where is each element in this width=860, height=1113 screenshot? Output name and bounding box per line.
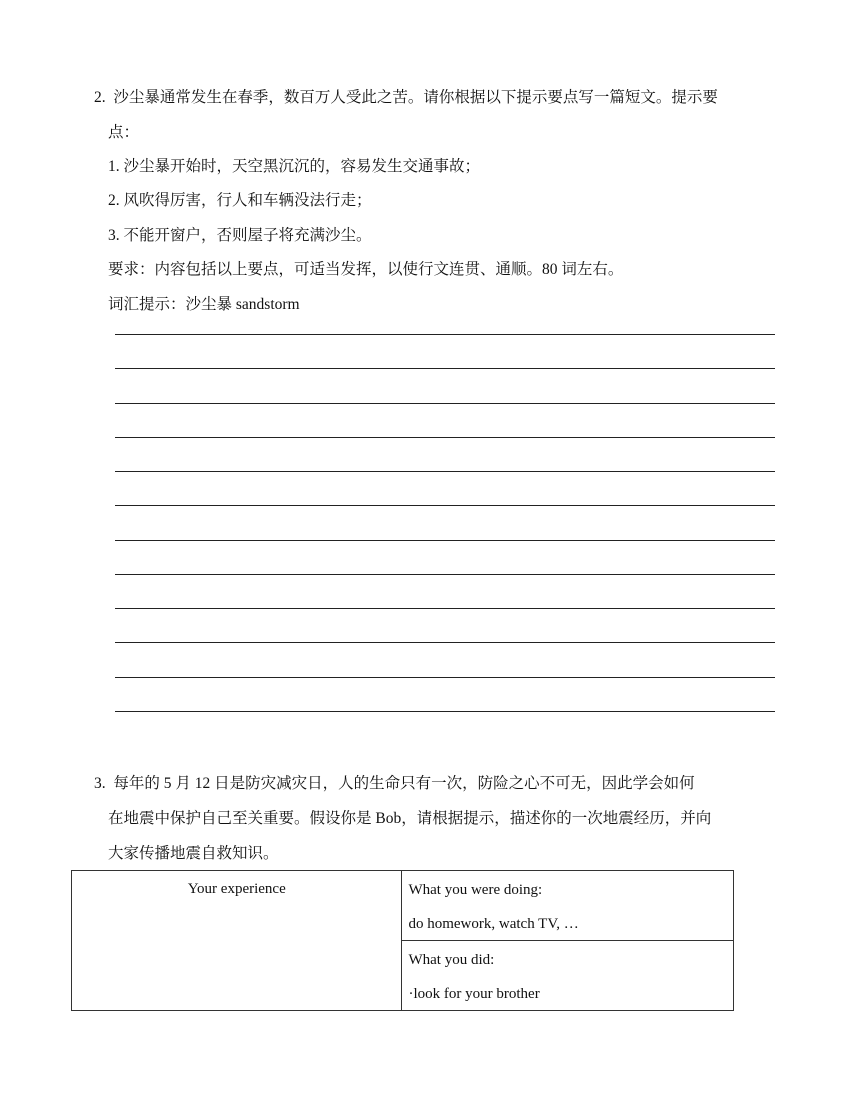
- answer-line[interactable]: [115, 367, 775, 401]
- q3-number: 3.: [94, 775, 106, 792]
- what-you-did-value: ·look for your brother: [408, 986, 540, 1002]
- answer-line[interactable]: [115, 470, 775, 504]
- q2-point-3: 3. 不能开窗户，否则屋子将充满沙尘。: [108, 227, 372, 244]
- what-you-were-doing-cell: [402, 871, 734, 941]
- q3-prompt-text: 每年的 5 月 12 日是防灾减灾日，人的生命只有一次，防险之心不可无，因此学会如何: [113, 775, 695, 792]
- q2-prompt-line-1: [94, 88, 718, 108]
- answer-line[interactable]: [115, 641, 775, 675]
- what-you-were-doing-label: What you were doing:: [408, 882, 543, 898]
- q3-prompt-line-2: 在地震中保护自己至关重要。假设你是 Bob，请根据提示，描述你的一次地震经历，并向: [108, 810, 712, 827]
- answer-line[interactable]: [115, 573, 775, 607]
- your-experience-label: Your experience: [187, 881, 286, 897]
- q2-requirement: 要求：内容包括以上要点，可适当发挥，以使行文连贯、通顺。80 词左右。: [108, 261, 624, 278]
- q2-prompt-line-2: 点：: [108, 124, 140, 141]
- q2-vocab-hint: 词汇提示：沙尘暴 sandstorm: [108, 296, 300, 313]
- what-you-were-doing-value: do homework, watch TV, …: [408, 916, 579, 932]
- your-experience-cell: [72, 871, 402, 1011]
- table-row: [72, 871, 734, 941]
- what-you-did-label: What you did:: [408, 952, 495, 968]
- answer-line[interactable]: [115, 333, 775, 367]
- answer-line[interactable]: [115, 607, 775, 641]
- answer-line[interactable]: [115, 504, 775, 538]
- answer-line[interactable]: [115, 676, 775, 710]
- q3-prompt-line-3: 大家传播地震自救知识。: [108, 845, 279, 862]
- what-you-did-cell: [402, 941, 734, 1011]
- answer-line[interactable]: [115, 710, 775, 744]
- q3-prompt-line-1: [94, 774, 695, 794]
- q2-number: 2.: [94, 89, 106, 106]
- answer-line[interactable]: [115, 539, 775, 573]
- q2-point-1: 1. 沙尘暴开始时，天空黑沉沉的，容易发生交通事故；: [108, 158, 481, 175]
- answer-line[interactable]: [115, 402, 775, 436]
- q2-point-2: 2. 风吹得厉害，行人和车辆没法行走；: [108, 192, 372, 209]
- answer-line[interactable]: [115, 436, 775, 470]
- q2-answer-area[interactable]: [115, 333, 775, 744]
- experience-table: [71, 870, 734, 1011]
- q2-prompt-text: 沙尘暴通常发生在春季，数百万人受此之苦。请你根据以下提示要点写一篇短文。提示要: [113, 89, 718, 106]
